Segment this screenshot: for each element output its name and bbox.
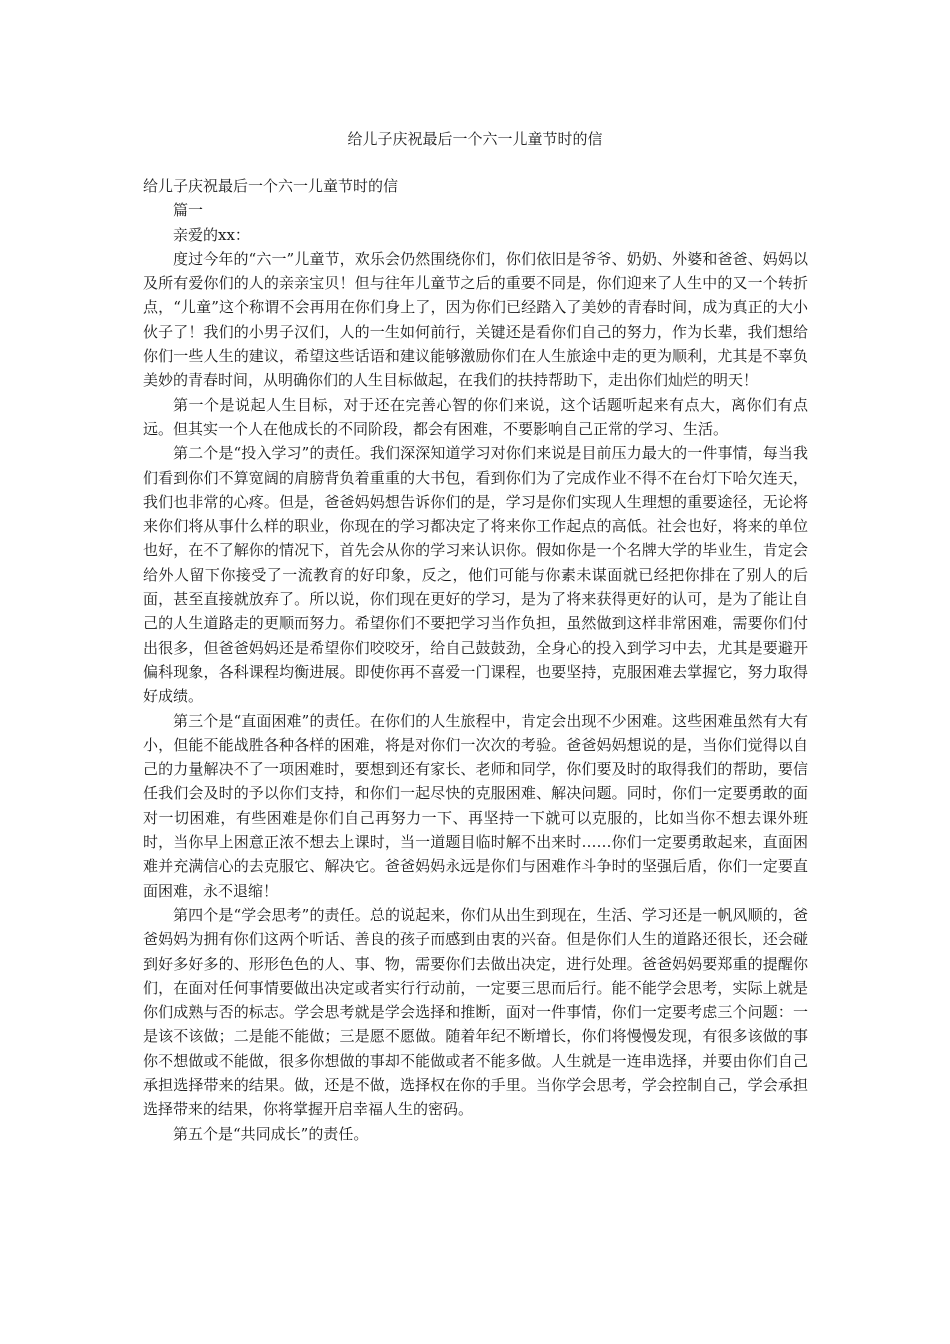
paragraph: 第三个是“直面困难”的责任。在你们的人生旅程中，肯定会出现不少困难。这些困难虽然有大有小，但能不能战胜各种各样的困难，将是对你们一次次的考验。爸爸妈妈想说的是，当你们觉得以自己的力量解决不了一项困难时，要想到还有家长、老师和同学，你们要及时的取得我们的帮助，要信任我们会及时的予以你们支持，和你们一起尽快的克服困难、解决问题。同时，你们一定要勇敢的面对一切困难，有些困难是你们自己再努力一下、再坚持一下就可以克服的，比如当你不想去课外班时，当你早上困意正浓不想去上课时，当一道题目临时解不出来时……你们一定要勇敢起来，直面困难并充满信心的去克服它、解决它。爸爸妈妈永远是你们与困难作斗争时的坚强后盾，你们一定要直面困难，永不退缩！ [143,711,808,900]
paragraph: 度过今年的“六一”儿童节，欢乐会仍然围绕你们，你们依旧是爷爷、奶奶、外婆和爸爸、妈妈以及所有爱你们的人的亲亲宝贝！但与往年儿童节之后的重要不同是，你们迎来了人生中的又一个转折点，“儿童”这个称谓不会再用在你们身上了，因为你们已经踏入了美妙的青春时间，成为真正的大小伙子了！我们的小男子汉们，人的一生如何前行，关键还是看你们自己的努力，作为长辈，我们想给你们一些人生的建议，希望这些话语和建议能够激励你们在人生旅途中走的更为顺利，尤其是不辜负美妙的青春时间，从明确你们的人生目标做起，在我们的扶持帮助下，走出你们灿烂的明天！ [143,249,808,390]
paragraph: 第二个是“投入学习”的责任。我们深深知道学习对你们来说是目前压力最大的一件事情，每当我们看到你们不算宽阔的肩膀背负着重重的大书包，看到你们为了完成作业不得不在台灯下哈欠连天，我们也非常的心疼。但是，爸爸妈妈想告诉你们的是，学习是你们实现人生理想的重要途径，无论将来你们将从事什么样的职业，你现在的学习都决定了将来你工作起点的高低。社会也好，将来的单位也好，在不了解你的情况下，首先会从你的学习来认识你。假如你是一个名牌大学的毕业生，肯定会给外人留下你接受了一流教育的好印象，反之，他们可能与你素未谋面就已经把你排在了别人的后面，甚至直接就放弃了。所以说，你们现在更好的学习，是为了将来获得更好的认可，是为了能让自己的人生道路走的更顺而努力。希望你们不要把学习当作负担，虽然做到这样非常困难，需要你们付出很多，但爸爸妈妈还是希望你们咬咬牙，给自己鼓鼓劲，全身心的投入到学习中去，尤其是要避开偏科现象，各科课程均衡进展。即使你再不喜爱一门课程，也要坚持，克服困难去掌握它，努力取得好成绩。 [143,444,808,706]
page-title: 给儿子庆祝最后一个六一儿童节时的信 [347,130,603,148]
section-label: 篇一 [173,201,204,220]
document-heading: 给儿子庆祝最后一个六一儿童节时的信 [143,177,399,195]
document-body [143,174,808,1146]
paragraph: 第四个是“学会思考”的责任。总的说起来，你们从出生到现在，生活、学习还是一帆风顺的，爸爸妈妈为拥有你们这两个听话、善良的孩子而感到由衷的兴奋。但是你们人生的道路还很长，还会碰到好多好多的、形形色色的人、事、物，需要你们去做出决定，进行处理。爸爸妈妈要郑重的提醒你们，在面对任何事情要做出决定或者实行行动前，一定要三思而后行。能不能学会思考，实际上就是你们成熟与否的标志。学会思考就是学会选择和推断，面对一件事情，你们一定要考虑三个问题：一是该不该做；二是能不能做；三是愿不愿做。随着年纪不断增长，你们将慢慢发现，有很多该做的事你不想做或不能做，很多你想做的事却不能做或者不能多做。人生就是一连串选择，并要由你们自己承担选择带来的结果。做，还是不做，选择权在你的手里。当你学会思考，学会控制自己，学会承担选择带来的结果，你将掌握开启幸福人生的密码。 [143,905,808,1119]
paragraph: 第五个是“共同成长”的责任。 [173,1124,369,1143]
paragraph: 第一个是说起人生目标，对于还在完善心智的你们来说，这个话题听起来有点大，离你们有点远。但其实一个人在他成长的不同阶段，都会有困难，不要影响自己正常的学习、生活。 [143,395,808,438]
salutation: 亲爱的xx： [173,225,250,244]
